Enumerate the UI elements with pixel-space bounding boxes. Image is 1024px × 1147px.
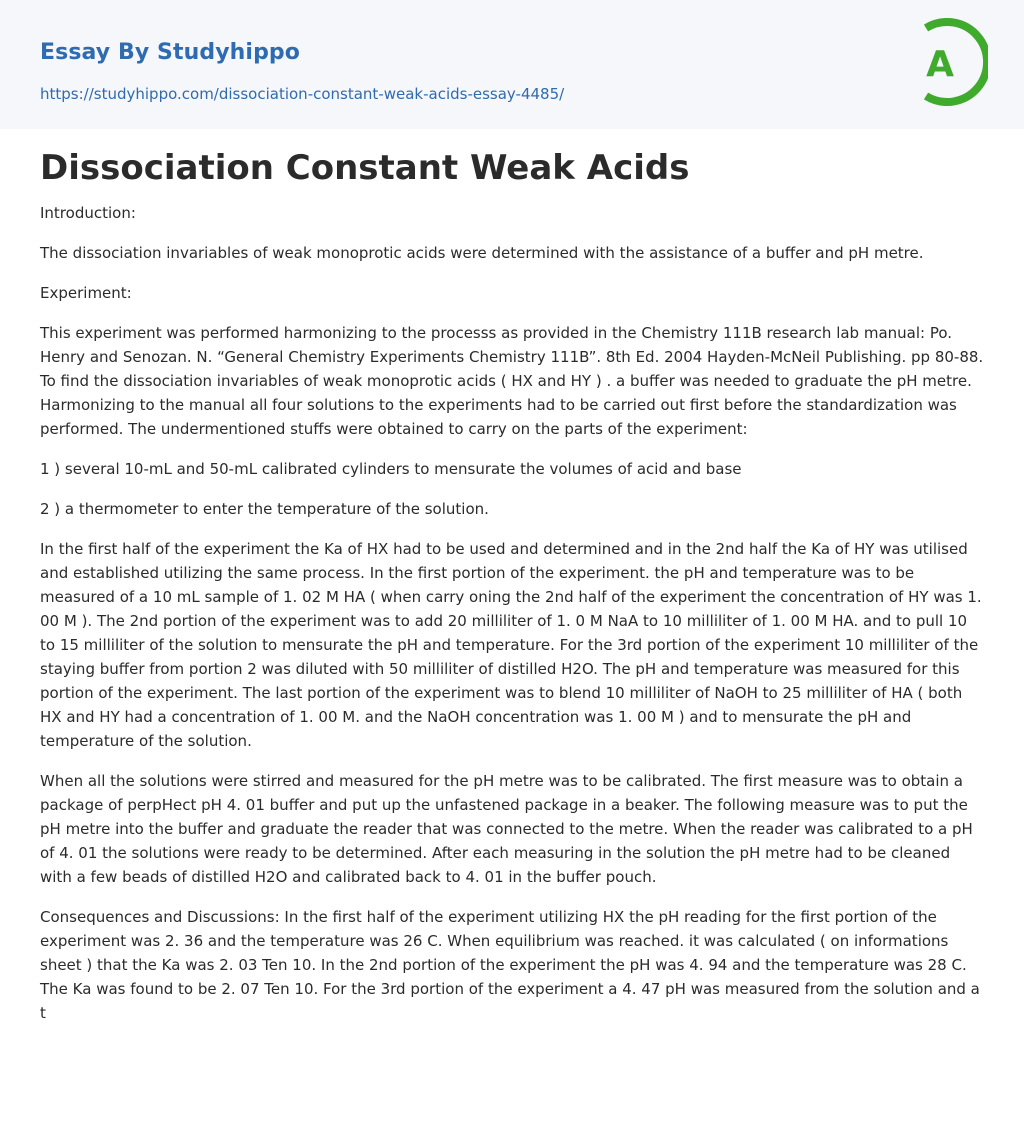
paragraph: When all the solutions were stirred and measured for the pH metre was to be calibrated. The first measure was to obtain a package of perpHect pH 4. 01 buffer and put up the unfastened package in a beaker. The following measure was to put the pH metre into the buffer and graduate the reader that was connected to the metre. When the reader was calibrated to a pH of 4. 01 the solutions were ready to be determined. After each measuring in the solution the pH metre had to be cleaned with a few beads of distilled H2O and calibrated back to 4. 01 in the buffer pouch.: [40, 772, 973, 886]
paragraph: This experiment was performed harmonizing to the processs as provided in the Chemistry 111B research lab manual: Po. Henry and Senozan. N. “General Chemistry Experiments Chemistry 111B”. 8th Ed. 2004 Hayden-McNeil Publishing. pp 80-88. To find the dissociation invariables of weak monoprotic acids ( HX and HY ) . a buffer was needed to graduate the pH metre. Harmonizing to the manual all four solutions to the experiments had to be carried out first before the standardization was performed. The undermentioned stuffs were obtained to carry on the parts of the experiment:: [40, 324, 984, 438]
article-body: [40, 145, 984, 1041]
section-label-experiment: Experiment:: [40, 284, 132, 302]
brand-title[interactable]: Essay By Studyhippo: [40, 40, 300, 65]
logo-letter: A: [926, 44, 954, 85]
paragraph: The dissociation invariables of weak monoprotic acids were determined with the assistance of a buffer and pH metre.: [40, 244, 924, 262]
site-header: [0, 0, 1024, 129]
section-label-introduction: Introduction:: [40, 204, 136, 222]
source-url-link[interactable]: https://studyhippo.com/dissociation-constant-weak-acids-essay-4485/: [40, 85, 565, 103]
studyhippo-logo-icon[interactable]: [912, 18, 988, 106]
list-item: 1 ) several 10-mL and 50-mL calibrated cylinders to mensurate the volumes of acid and base: [40, 460, 742, 478]
paragraph: In the first half of the experiment the Ka of HX had to be used and determined and in the 2nd half the Ka of HY was utilised and established utilizing the same process. In the first portion of the experiment. the pH and temperature was to be measured of a 10 mL sample of 1. 02 M HA ( when carry oning the 2nd half of the experiment the concentration of HY was 1. 00 M ). The 2nd portion of the experiment was to add 20 milliliter of 1. 0 M NaA to 10 milliliter of 1. 00 M HA. and to pull 10 to 15 milliliter of the solution to mensurate the pH and temperature. For the 3rd portion of the experiment 10 milliliter of the staying buffer from portion 2 was diluted with 50 milliliter of distilled H2O. The pH and temperature was measured for this portion of the experiment. The last portion of the experiment was to blend 10 milliliter of NaOH to 25 milliliter of HA ( both HX and HY had a concentration of 1. 00 M. and the NaOH concentration was 1. 00 M ) and to mensurate the pH and temperature of the solution.: [40, 540, 982, 750]
page-title: Dissociation Constant Weak Acids: [40, 148, 690, 188]
list-item: 2 ) a thermometer to enter the temperature of the solution.: [40, 500, 489, 518]
paragraph: Consequences and Discussions: In the first half of the experiment utilizing HX the pH reading for the first portion of the experiment was 2. 36 and the temperature was 26 C. When equilibrium was reached. it was calculated ( on informations sheet ) that the Ka was 2. 03 Ten 10. In the 2nd portion of the experiment the pH was 4. 94 and the temperature was 28 C. The Ka was found to be 2. 07 Ten 10. For the 3rd portion of the experiment a 4. 47 pH was measured from the solution and a t: [40, 908, 980, 1022]
